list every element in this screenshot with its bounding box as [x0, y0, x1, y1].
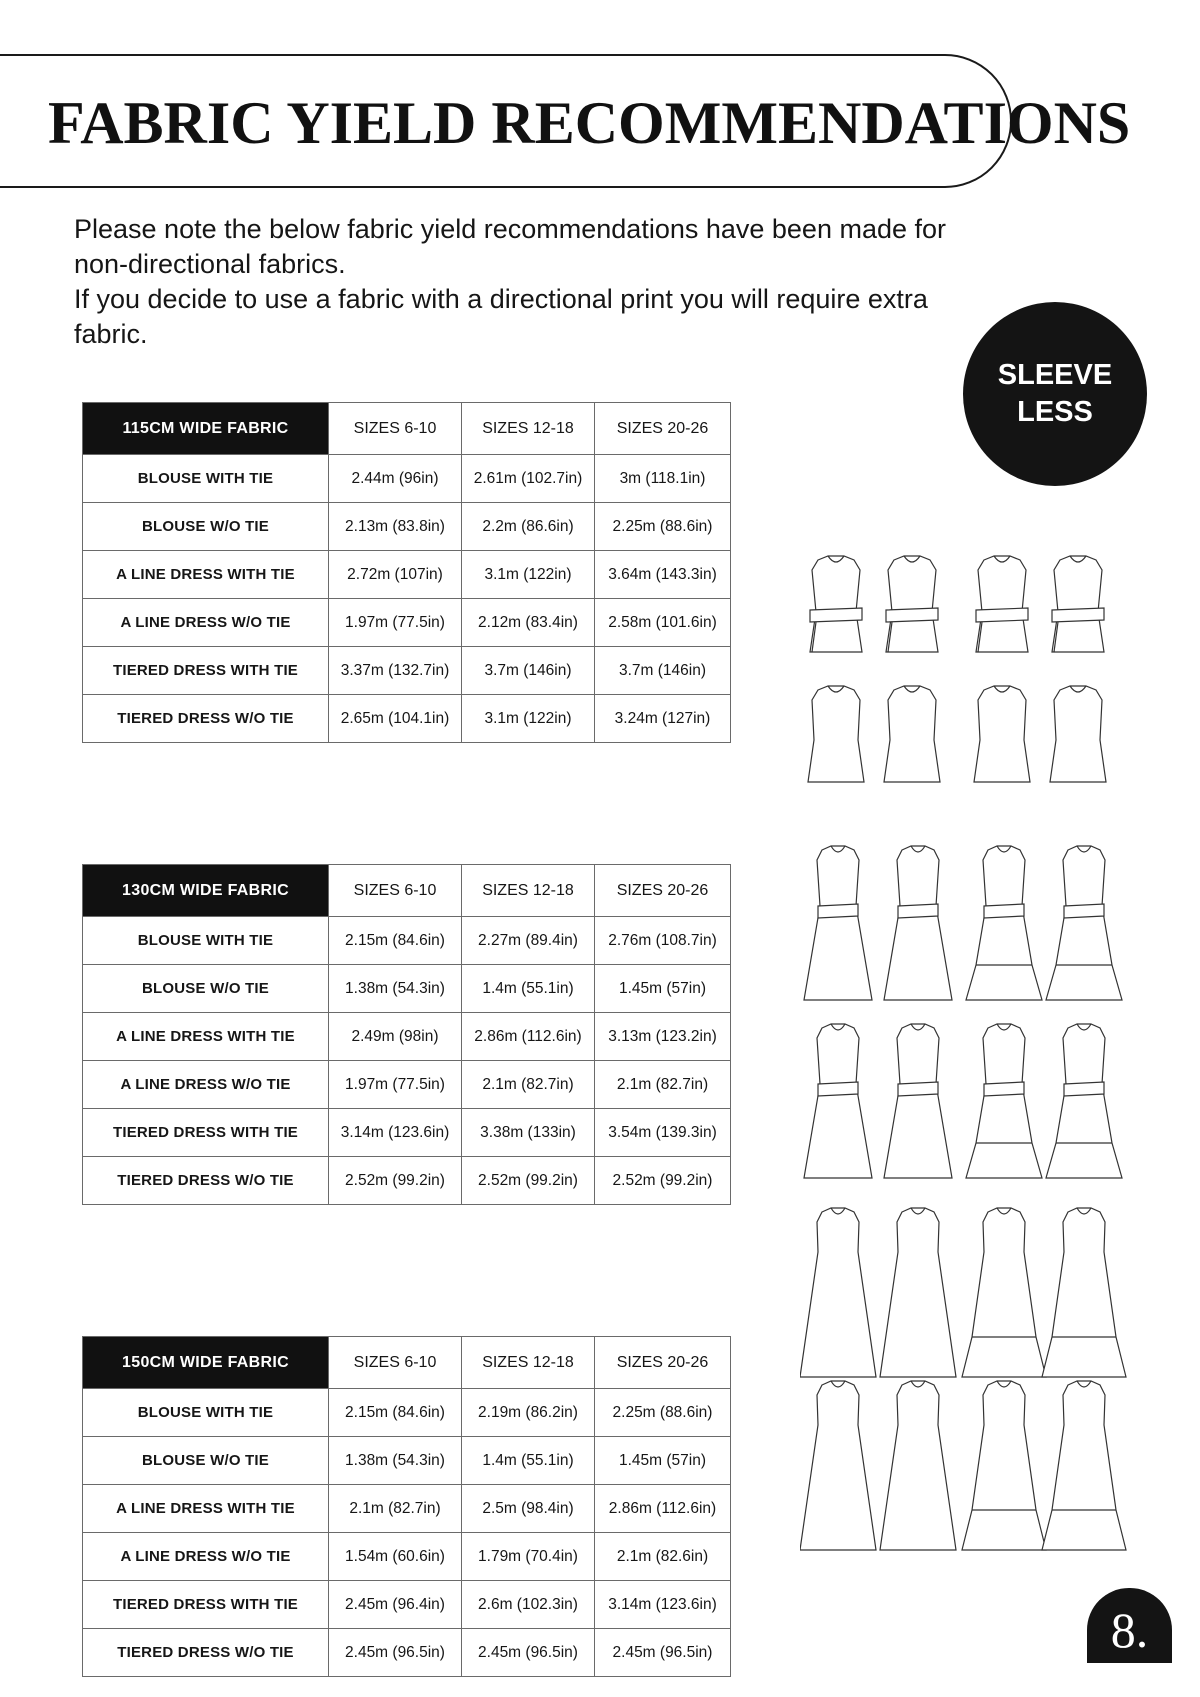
garment-label: BLOUSE WITH TIE	[83, 917, 329, 965]
size-column-heading: SIZES 20-26	[595, 865, 731, 917]
table-row	[83, 647, 731, 695]
yield-cell: 1.4m (55.1in)	[462, 965, 595, 1013]
fabric-width-heading: 130CM WIDE FABRIC	[83, 865, 329, 917]
yield-cell: 2.49m (98in)	[329, 1013, 462, 1061]
garment-label: TIERED DRESS W/O TIE	[83, 695, 329, 743]
size-column-heading: SIZES 12-18	[462, 865, 595, 917]
garment-label: TIERED DRESS WITH TIE	[83, 647, 329, 695]
yield-cell: 3.1m (122in)	[462, 695, 595, 743]
yield-cell: 1.97m (77.5in)	[329, 1061, 462, 1109]
yield-cell: 2.86m (112.6in)	[595, 1485, 731, 1533]
size-column-heading: SIZES 6-10	[329, 865, 462, 917]
garment-label: A LINE DRESS W/O TIE	[83, 599, 329, 647]
yield-cell: 2.25m (88.6in)	[595, 1389, 731, 1437]
intro-line-2: If you decide to use a fabric with a directional print you will require extra fabric.	[74, 284, 928, 349]
yield-cell: 2.6m (102.3in)	[462, 1581, 595, 1629]
yield-cell: 3m (118.1in)	[595, 455, 731, 503]
table-row	[83, 1485, 731, 1533]
table-row	[83, 1533, 731, 1581]
garment-label: TIERED DRESS WITH TIE	[83, 1581, 329, 1629]
table-row	[83, 1109, 731, 1157]
table-row	[83, 1013, 731, 1061]
size-column-heading: SIZES 20-26	[595, 403, 731, 455]
table-row	[83, 695, 731, 743]
size-column-heading: SIZES 12-18	[462, 403, 595, 455]
yield-cell: 1.79m (70.4in)	[462, 1533, 595, 1581]
yield-cell: 1.38m (54.3in)	[329, 965, 462, 1013]
yield-cell: 2.1m (82.6in)	[595, 1533, 731, 1581]
yield-table-115cm	[82, 402, 731, 743]
yield-cell: 2.19m (86.2in)	[462, 1389, 595, 1437]
yield-cell: 2.15m (84.6in)	[329, 917, 462, 965]
size-column-heading: SIZES 20-26	[595, 1337, 731, 1389]
yield-cell: 2.1m (82.7in)	[462, 1061, 595, 1109]
table-header-row	[83, 1337, 731, 1389]
yield-cell: 2.65m (104.1in)	[329, 695, 462, 743]
garment-label: BLOUSE W/O TIE	[83, 503, 329, 551]
yield-cell: 2.45m (96.4in)	[329, 1581, 462, 1629]
yield-cell: 2.1m (82.7in)	[595, 1061, 731, 1109]
table-row	[83, 551, 731, 599]
intro-line-1: Please note the below fabric yield recommendations have been made for non-directional fabrics.	[74, 214, 947, 279]
intro-text	[74, 212, 974, 352]
garment-label: A LINE DRESS W/O TIE	[83, 1061, 329, 1109]
table-header-row	[83, 403, 731, 455]
table-row	[83, 917, 731, 965]
yield-cell: 2.72m (107in)	[329, 551, 462, 599]
garment-label: A LINE DRESS WITH TIE	[83, 551, 329, 599]
yield-cell: 2.45m (96.5in)	[329, 1629, 462, 1677]
size-column-heading: SIZES 12-18	[462, 1337, 595, 1389]
yield-cell: 2.15m (84.6in)	[329, 1389, 462, 1437]
size-column-heading: SIZES 6-10	[329, 403, 462, 455]
badge-line-1: SLEEVE	[997, 359, 1113, 391]
page-title: FABRIC YIELD RECOMMENDATIONS	[48, 90, 1131, 156]
yield-cell: 3.14m (123.6in)	[595, 1581, 731, 1629]
garment-label: BLOUSE WITH TIE	[83, 455, 329, 503]
yield-cell: 2.27m (89.4in)	[462, 917, 595, 965]
page-number-tab	[1087, 1588, 1172, 1663]
table-row	[83, 599, 731, 647]
garment-sketches	[800, 550, 1130, 1570]
yield-cell: 2.52m (99.2in)	[462, 1157, 595, 1205]
yield-cell: 1.54m (60.6in)	[329, 1533, 462, 1581]
table-row	[83, 503, 731, 551]
yield-cell: 2.2m (86.6in)	[462, 503, 595, 551]
garment-label: A LINE DRESS WITH TIE	[83, 1485, 329, 1533]
garment-label: BLOUSE W/O TIE	[83, 965, 329, 1013]
garment-label: TIERED DRESS W/O TIE	[83, 1157, 329, 1205]
yield-cell: 2.76m (108.7in)	[595, 917, 731, 965]
yield-cell: 3.7m (146in)	[462, 647, 595, 695]
badge-line-2: LESS	[1017, 396, 1093, 428]
yield-cell: 3.38m (133in)	[462, 1109, 595, 1157]
yield-cell: 2.12m (83.4in)	[462, 599, 595, 647]
table-row	[83, 1157, 731, 1205]
table-row	[83, 965, 731, 1013]
yield-table-150cm	[82, 1336, 731, 1677]
garment-label: BLOUSE W/O TIE	[83, 1437, 329, 1485]
yield-cell: 3.64m (143.3in)	[595, 551, 731, 599]
yield-cell: 1.45m (57in)	[595, 1437, 731, 1485]
yield-cell: 2.58m (101.6in)	[595, 599, 731, 647]
yield-cell: 3.14m (123.6in)	[329, 1109, 462, 1157]
size-column-heading: SIZES 6-10	[329, 1337, 462, 1389]
yield-cell: 3.13m (123.2in)	[595, 1013, 731, 1061]
yield-cell: 2.1m (82.7in)	[329, 1485, 462, 1533]
yield-cell: 1.97m (77.5in)	[329, 599, 462, 647]
yield-cell: 2.52m (99.2in)	[595, 1157, 731, 1205]
table-row	[83, 1581, 731, 1629]
yield-cell: 1.45m (57in)	[595, 965, 731, 1013]
yield-cell: 2.45m (96.5in)	[462, 1629, 595, 1677]
yield-cell: 2.25m (88.6in)	[595, 503, 731, 551]
table-header-row	[83, 865, 731, 917]
table-row	[83, 1061, 731, 1109]
yield-cell: 3.1m (122in)	[462, 551, 595, 599]
yield-cell: 3.54m (139.3in)	[595, 1109, 731, 1157]
table-row	[83, 1389, 731, 1437]
yield-cell: 2.61m (102.7in)	[462, 455, 595, 503]
yield-cell: 3.37m (132.7in)	[329, 647, 462, 695]
fabric-width-heading: 150CM WIDE FABRIC	[83, 1337, 329, 1389]
garment-label: A LINE DRESS W/O TIE	[83, 1533, 329, 1581]
table-row	[83, 1437, 731, 1485]
yield-cell: 2.44m (96in)	[329, 455, 462, 503]
yield-cell: 2.5m (98.4in)	[462, 1485, 595, 1533]
yield-cell: 3.7m (146in)	[595, 647, 731, 695]
garment-label: A LINE DRESS WITH TIE	[83, 1013, 329, 1061]
sleeveless-badge	[963, 302, 1147, 486]
garment-label: TIERED DRESS WITH TIE	[83, 1109, 329, 1157]
yield-cell: 1.38m (54.3in)	[329, 1437, 462, 1485]
table-row	[83, 1629, 731, 1677]
garment-label: BLOUSE WITH TIE	[83, 1389, 329, 1437]
yield-table-130cm	[82, 864, 731, 1205]
page-number: 8.	[1110, 1602, 1149, 1658]
yield-cell: 2.13m (83.8in)	[329, 503, 462, 551]
garment-label: TIERED DRESS W/O TIE	[83, 1629, 329, 1677]
yield-cell: 2.52m (99.2in)	[329, 1157, 462, 1205]
yield-cell: 3.24m (127in)	[595, 695, 731, 743]
table-row	[83, 455, 731, 503]
yield-cell: 2.45m (96.5in)	[595, 1629, 731, 1677]
yield-cell: 1.4m (55.1in)	[462, 1437, 595, 1485]
fabric-width-heading: 115CM WIDE FABRIC	[83, 403, 329, 455]
yield-cell: 2.86m (112.6in)	[462, 1013, 595, 1061]
